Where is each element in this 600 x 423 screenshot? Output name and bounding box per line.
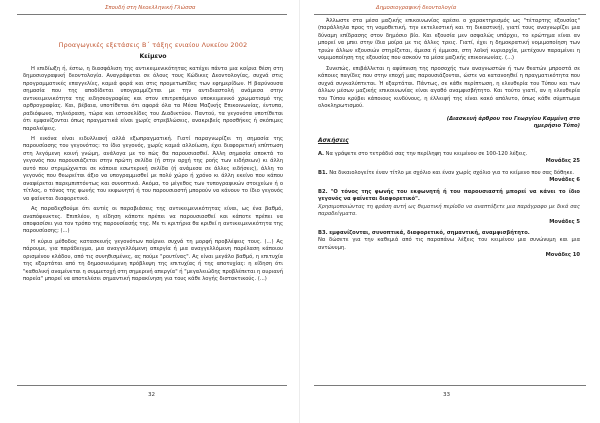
question-label: Β2. [318, 188, 328, 195]
source-line: ημερήσιο Τύπο) [533, 123, 580, 130]
right-body [318, 18, 580, 264]
paragraph: Ας παραδεχθούμε ότι αυτές οι παραβιάσεις της αντικειμενικότητας είναι, ως ένα βαθμό, αναπόφευκτες. Επιπλέον, η είδηση κάποτε πρέπει να παρουσιασθεί και κάποτε πρέπει να αποφασίσει για τον τρόπο της παρουσίασής της. Με τι κριτήρια θα κριθεί η αντικειμενικότητα της παρουσίασης; (...) [23, 206, 283, 235]
question-marks: Μονάδες 6 [549, 177, 580, 184]
right-page [300, 0, 600, 423]
top-rule-right [314, 14, 586, 15]
right-running-head: Δημοσιογραφική δεοντολογία [376, 5, 457, 11]
question-instruction: Να δώσετε για την καθεμιά από τις παραπάνω λέξεις του κειμένου μια συνώνυμη και μια αντώνυμη. [318, 237, 580, 251]
question-marks: Μονάδες 10 [545, 252, 580, 259]
question-text: εμφανίζονται, συνοπτικά, διαφορετικό, σημαντική, αναμφισβήτητο. [329, 229, 530, 236]
left-running-head: Σπουδή στη Νεοελληνική Γλώσσα [105, 5, 196, 11]
question-b3 [318, 230, 580, 260]
question-a [318, 151, 580, 166]
paragraph: Άλλωστε στα μέσα μαζικής επικοινωνίας αρέσει ο χαρακτηρισμός ως "τέταρτης εξουσίας" (παράλληλα προς τη νομοθετική, την εκτελεστική και τη δικαστική), γιατί τους αναγνωρίζει μια δύναμη επίδρασης στον δημόσιο βίο. Και εξουσία μεν ασφαλώς υπάρχει, το ερώτημα είναι αν μπορεί να μπει στην ίδια μοίρα με τις άλλες τρεις. Γιατί, έχει η δημοκρατική νομιμοποίηση των τριών άλλων εξουσιών στηρίζεται, άμεσα ή έμμεσα, στη λαϊκή κυριαρχία, μετέχουν παραμένει η νομιμοποίηση της εξουσίας που ασκούν τα μέσα μαζικής επικοινωνίας. (...) [318, 18, 580, 62]
section-head-text: Κείμενο [139, 53, 167, 61]
question-text: Να δικαιολογείτε έναν τίτλο με σχόλιο και έναν χωρίς σχόλιο για το κείμενο που σας δόθηκε. [329, 169, 575, 176]
question-label: Β3. [318, 229, 328, 236]
page-number-left: 32 [148, 392, 156, 398]
top-rule-left [17, 14, 287, 15]
source-line: (Διασκευή άρθρου του Γεωργίου Καμμίνη στο [446, 116, 580, 123]
question-text: Να γράψετε στο τετράδιό σας την περίληψη του κειμένου σε 100-120 λέξεις. [325, 150, 528, 157]
question-label: Β1. [318, 169, 328, 176]
bottom-rule-right [314, 385, 586, 386]
bottom-rule-left [17, 385, 287, 386]
page-number-right: 33 [443, 392, 451, 398]
left-body [23, 30, 283, 287]
question-label: Α. [318, 150, 324, 157]
source-citation [318, 116, 580, 130]
question-b2 [318, 189, 580, 226]
paragraph: Συνεπώς, επιβάλλεται η αφύπνιση της προσοχής των αναγνωστών ή των θεατών μπροστά σε κάποιες παγίδες που στην εποχή μας παρουσιάζονται, ώστε να κατανοηθεί η πραγματικότητα που συχνά συγκαλύπτεται. Ή εξαρτάται. Πάντως, σε κάθε περίπτωση, η ελευθερία του Τύπου και των άλλων μέσων μαζικής επικοινωνίας είναι αγαθό αναμφισβήτητο. Και τούτο γιατί, αν η ελευθερία του Τύπου κρύβει κάποιους κινδύνους, η έλλειψή της είναι κακό απόλυτο, όπως κάθε σύμπτωμα ολοκληρωτισμού. [318, 65, 580, 109]
question-text: "Ο τόνος της φωνής του εκφωνητή ή του παρουσιαστή μπορεί να κάνει το ίδιο γεγονός να φαίνεται διαφορετικό". [318, 188, 580, 203]
question-b1 [318, 170, 580, 185]
question-marks: Μονάδες 5 [549, 218, 580, 225]
question-instruction: Χρησιμοποιώντας τη φράση αυτή ως θεματική περίοδο να αναπτύξετε μια παράγραφο με δικά σας παραδείγματα. [318, 203, 580, 218]
exercises-heading: Ασκήσεις [318, 138, 349, 145]
exam-title: Προαγωγικές εξετάσεις Β΄ τάξης ενιαίου Λυκείου 2002 [58, 41, 248, 49]
paragraph: Η κύρια μέθοδος κατασκευής γεγονότων παίρνει συχνά τη μορφή προβλέψεις τους. (...) Ας πάρουμε, για παράδειγμα, μια αναγγελλόμενη απεργία ή μια αναγγελλόμενη παρέλαση κάποιου ορισμένου κλάδου, από τις συνηθισμένες, ας πούμε "ρουτίνας". Ας είναι μεγάλο βαθμό, η επιτυχία της εξαρτάται από τη δημοσιευόμενη πρόβλεψη της επιτυχίας ή της αποτυχίας: η είδηση ότι "καθολική αναμένεται η συμμετοχή στη σημερινή απεργία" ή "μεγαλειώδης προβλέπεται η αυριανή πορεία" μπορεί να αποτελέσει σημαντική παρακίνηση για τους κάθε λογής διστακτικούς. (...) [23, 238, 283, 283]
paragraph: Η εικόνα είναι ειδυλλιακή αλλά εξωπραγματική. Γιατί παραγνωρίζει τη σημασία της παρουσίασης του γεγονότος: το ίδιο γεγονός, χωρίς καμιά αλλοίωση, έχει διαφορετική επίπτωση στη λεγόμενη κοινή γνώμη, ανάλογα με το πώς θα παρουσιασθεί. Άλλη σημασία αποκτά το γεγονός που παρουσιάζεται στην πρώτη σελίδα (ή στην αρχή της ροής των ειδήσεων) κι άλλη αυτό που στριμώχνεται σε κάποια εσωτερική σελίδα (ή ανάμεσα σε άλλες ειδήσεις), άλλη το γεγονός που θεωρείται άξιο να υπογραμμισθεί με πολύ χώρο ή χρόνο κι άλλη εκείνο που κάπου αναφέρεται παρεμπιπτόντως και συνοπτικά. Ακόμα, το μέγεθος των τυπογραφικών στοιχείων ή ο τίτλος, ο τόνος της φωνής του εκφωνητή ή του παρουσιαστή μπορούν να κάνουν το ίδιο γεγονός να φαίνεται διαφορετικό. [23, 135, 283, 202]
paragraph: Η επιδίωξη ή, έστω, η διασφάλιση της αντικειμενικότητας κατέχει πάντα μια καίρια θέση στη δημοσιογραφική δεοντολογία. Αναγράφεται σε όλους τους Κώδικες Δεοντολογίας, συχνά στις προγραμματικές επαγγελίες, καμιά φορά και στις προμετωπίδες των εφημερίδων. Η βαρύνουσα σημασία που της αποδίδεται υπογραμμίζεται με την αντιδιαστολή ανάμεσα στην αντικειμενικότητα της ειδησεογραφίας και στον επιτρεπόμενο υποκειμενικό χρωματισμό της αρθρογραφίας. Και, βέβαια, υποτίθεται ότι αφορά όλα τα Μέσα Μαζικής Επικοινωνίας, έντυπα, ραδιόφωνο, τηλεόραση, τώρα και ιστοσελίδες του Διαδικτύου. Παντού, τα γεγονότα υποτίθεται ότι εμφανίζονται όπως πραγματικά είναι χωρίς στρεβλώσεις, ανακριβείς προσθήκες ή σκόπιμες παραλείψεις. [23, 65, 283, 132]
question-marks: Μονάδες 25 [545, 158, 580, 165]
